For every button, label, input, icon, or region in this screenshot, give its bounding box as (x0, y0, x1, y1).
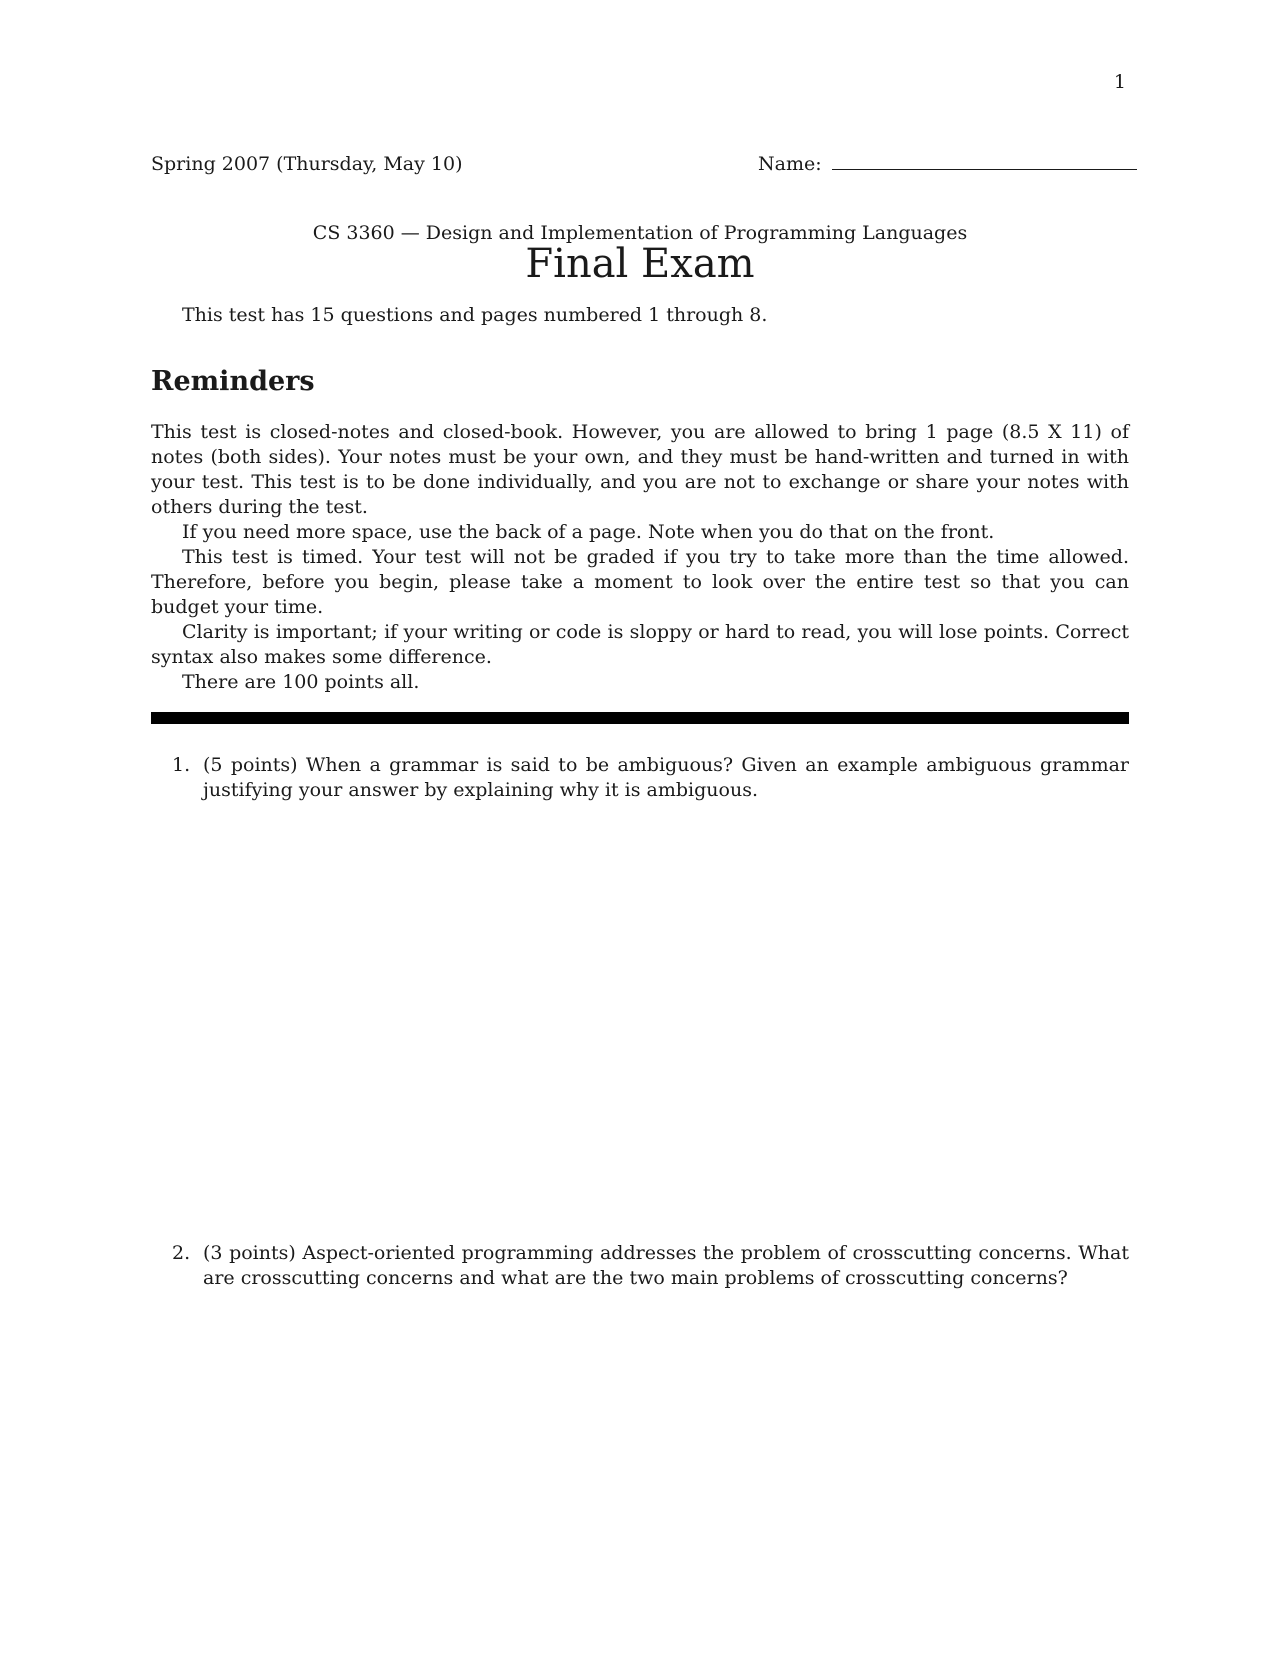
name-field (758, 153, 1137, 175)
reminder-paragraph: Clarity is important; if your writing or code is sloppy or hard to read, you will lose points. Correct syntax also makes some difference. (151, 621, 1129, 668)
question-1 (172, 753, 1129, 803)
exam-date: Spring 2007 (Thursday, May 10) (151, 153, 463, 175)
question-text: (5 points) When a grammar is said to be ambiguous? Given an example ambiguous grammar justifying your answer by explaining why it is ambiguous. (203, 754, 1129, 801)
exam-title: Final Exam (525, 241, 755, 287)
question-number: 1. (172, 754, 191, 776)
question-text: (3 points) Aspect-oriented programming addresses the problem of crosscutting concerns. What are crosscutting concerns and what are the two main problems of crosscutting concerns? (203, 1242, 1129, 1289)
reminder-paragraph: If you need more space, use the back of a page. Note when you do that on the front. (182, 521, 995, 543)
reminder-paragraph: This test is timed. Your test will not be graded if you try to take more than the time allowed. Therefore, before you begin, please take a moment to look over the entire test so that you can budget your time. (151, 546, 1129, 618)
name-blank-line (832, 153, 1137, 170)
reminders-body (151, 420, 1129, 695)
section-divider (151, 712, 1129, 724)
question-number: 2. (172, 1242, 191, 1264)
name-label: Name: (758, 153, 822, 175)
reminders-heading: Reminders (151, 366, 315, 397)
reminder-paragraph: This test is closed-notes and closed-book. However, you are allowed to bring 1 page (8.5 X 11) of notes (both sides). Your notes must be your own, and they must be hand-written and turned in with your test. This test is to be done individually, and you are not to exchange or share your notes with others during the test. (151, 421, 1129, 518)
page-number: 1 (1113, 71, 1126, 93)
course-title: CS 3360 — Design and Implementation of Programming Languages (312, 222, 968, 244)
intro-text: This test has 15 questions and pages numbered 1 through 8. (182, 304, 768, 326)
question-2 (172, 1241, 1129, 1291)
reminder-paragraph: There are 100 points all. (182, 671, 420, 693)
